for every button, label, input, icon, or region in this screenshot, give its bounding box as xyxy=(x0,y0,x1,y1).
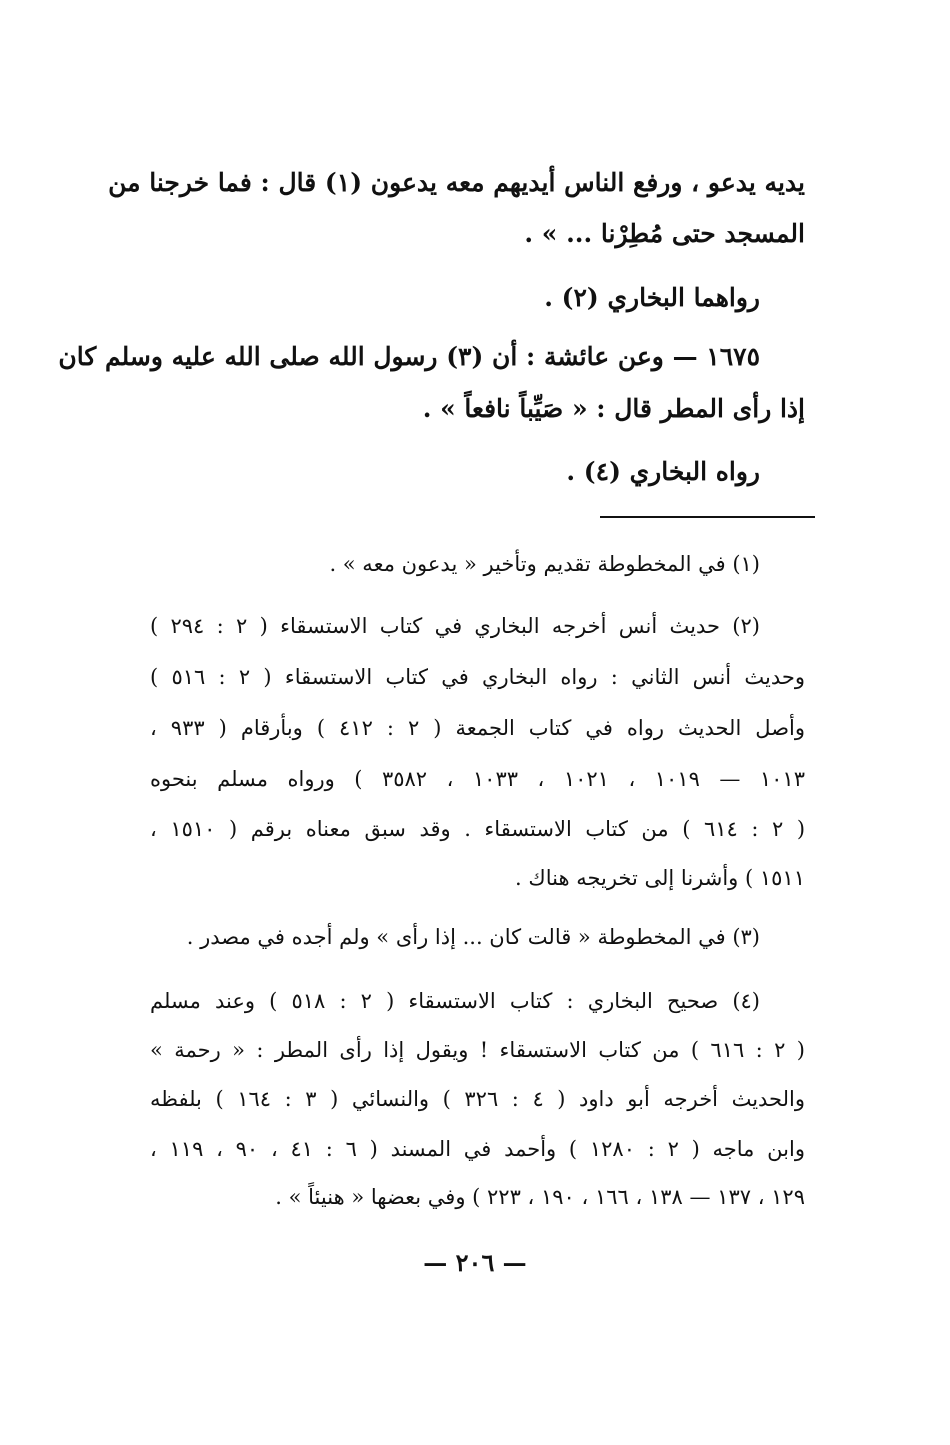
main-line: إذا رأى المطر قال : « صَيِّباً نافعاً » . xyxy=(422,394,805,423)
footnote-line: (٣) في المخطوطة « قالت كان ... إذا رأى » ولم أجده في مصدر . xyxy=(186,925,760,949)
footnote-separator xyxy=(600,516,815,518)
footnote-line: ١٠١٣ — ١٠١٩ ، ١٠٢١ ، ١٠٣٣ ، ٣٥٨٢ ) ورواه مسلم بنحوه xyxy=(150,767,805,791)
footnote-line: والحديث أخرجه أبو داود ( ٤ : ٣٢٦ ) والنسائي ( ٣ : ١٦٤ ) بلفظه xyxy=(150,1087,805,1111)
footnote-line: وابن ماجه ( ٢ : ١٢٨٠ ) وأحمد في المسند ( ٦ : ٤١ ، ٩٠ ، ١١٩ ، xyxy=(150,1137,805,1161)
main-line: المسجد حتى مُطِرْنا ... » . xyxy=(524,219,805,248)
footnote-line: وأصل الحديث رواه في كتاب الجمعة ( ٢ : ٤١٢ ) وبأرقام ( ٩٣٣ ، xyxy=(150,716,805,740)
main-line: يديه يدعو ، ورفع الناس أيديهم معه يدعون (١) قال : فما خرجنا من xyxy=(108,168,805,197)
footnote-line: (٤) صحيح البخاري : كتاب الاستسقاء ( ٢ : ٥١٨ ) وعند مسلم xyxy=(150,989,760,1013)
footnote-line: ١٥١١ ) وأشرنا إلى تخريجه هناك . xyxy=(515,866,805,890)
footnote-line: ( ٢ : ٦١٤ ) من كتاب الاستسقاء . وقد سبق معناه برقم ( ١٥١٠ ، xyxy=(150,817,806,841)
page-number: — ٢٠٦ — xyxy=(423,1248,527,1277)
footnote-line: ١٢٩ ، ١٣٧ — ١٣٨ ، ١٦٦ ، ١٩٠ ، ٢٢٣ ) وفي بعضها « هنيئاً » . xyxy=(275,1185,805,1209)
footnote-line: (٢) حديث أنس أخرجه البخاري في كتاب الاستسقاء ( ٢ : ٢٩٤ ) xyxy=(150,614,760,638)
footnote-line: (١) في المخطوطة تقديم وتأخير « يدعون معه » . xyxy=(329,552,760,576)
main-line: رواهما البخاري (٢) . xyxy=(544,283,760,312)
footnote-line: وحديث أنس الثاني : رواه البخاري في كتاب الاستسقاء ( ٢ : ٥١٦ ) xyxy=(150,665,805,689)
footnote-line: ( ٢ : ٦١٦ ) من كتاب الاستسقاء ! ويقول إذا رأى المطر : « رحمة » xyxy=(150,1038,805,1062)
main-line: رواه البخاري (٤) . xyxy=(566,457,760,486)
main-line: ١٦٧٥ — وعن عائشة : أن (٣) رسول الله صلى الله عليه وسلم كان xyxy=(58,342,760,371)
